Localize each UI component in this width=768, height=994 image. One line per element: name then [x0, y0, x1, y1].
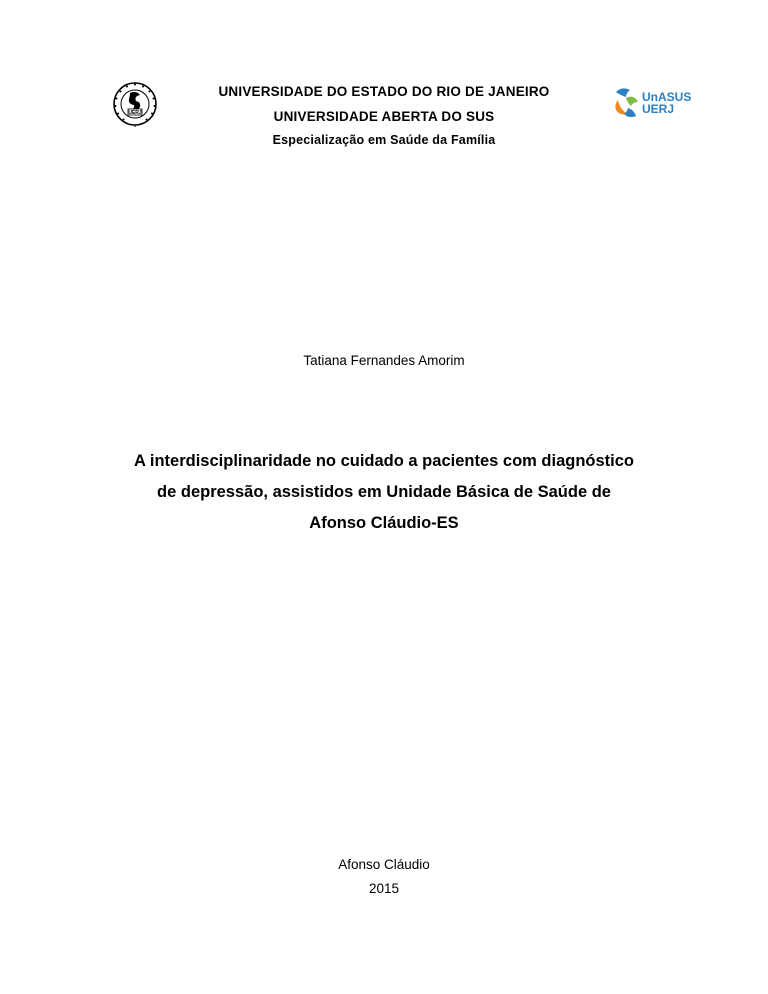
place-name: Afonso Cláudio	[338, 857, 430, 872]
university-name: UNIVERSIDADE DO ESTADO DO RIO DE JANEIRO	[218, 84, 550, 99]
uerj-text: UERJ	[642, 102, 675, 116]
document-title	[90, 446, 678, 539]
institution-header	[0, 82, 768, 149]
title-line: de depressão, assistidos em Unidade Básica de Saúde de	[157, 483, 611, 501]
unasus-text: UnASUS	[642, 90, 692, 104]
year: 2015	[368, 881, 400, 896]
title-line: Afonso Cláudio-ES	[309, 514, 459, 532]
title-line: A interdisciplinaridade no cuidado a pacientes com diagnóstico	[134, 452, 634, 470]
specialization-name: Especialização em Saúde da Família	[272, 133, 496, 147]
open-university-name: UNIVERSIDADE ABERTA DO SUS	[273, 109, 495, 124]
svg-text:UERJ: UERJ	[128, 110, 142, 116]
author-name: Tatiana Fernandes Amorim	[303, 353, 465, 368]
